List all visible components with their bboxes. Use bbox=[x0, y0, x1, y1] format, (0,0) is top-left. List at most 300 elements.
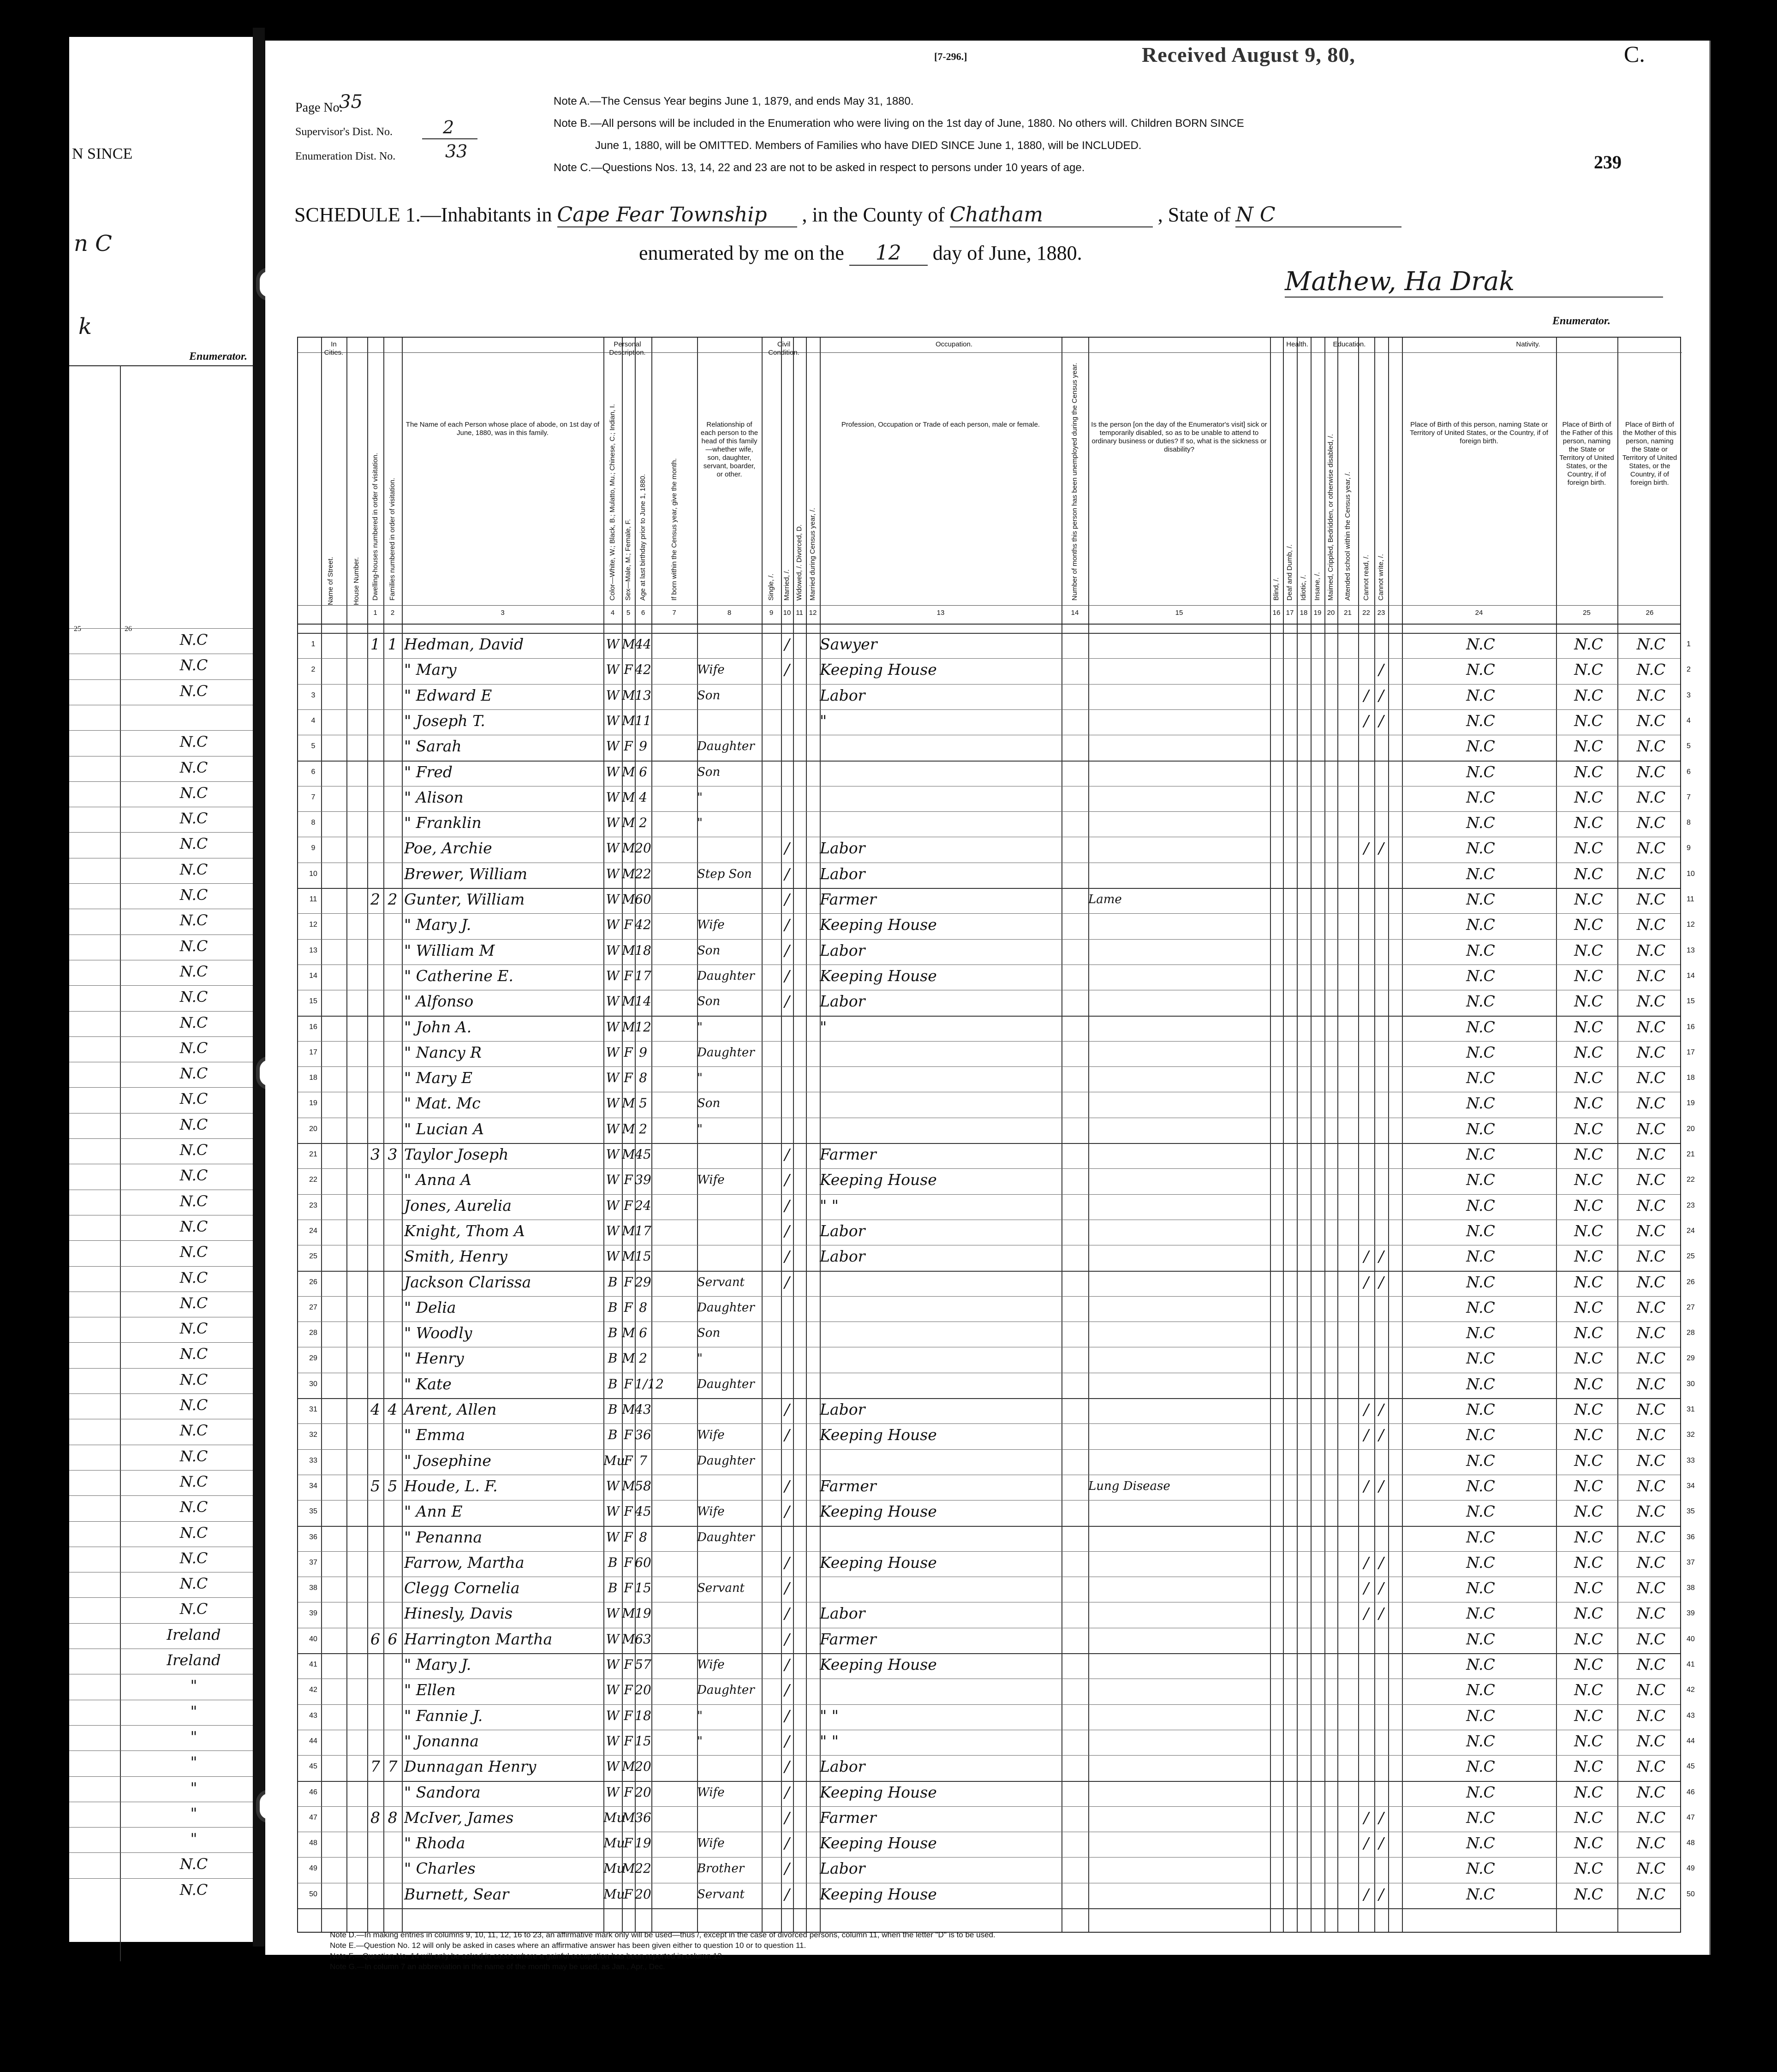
color: Mu bbox=[603, 1835, 625, 1851]
occupation: Labor bbox=[820, 941, 865, 959]
age: 9 bbox=[639, 738, 647, 754]
age: 36 bbox=[635, 1427, 651, 1443]
column-number-22: 22 bbox=[1362, 609, 1370, 617]
row-number: 42 bbox=[309, 1686, 317, 1694]
row-rule bbox=[69, 1725, 254, 1726]
previous-page-mother-birthplace: N.C bbox=[179, 1600, 208, 1618]
mother-birthplace: N.C bbox=[1636, 1069, 1666, 1087]
note-e: Note E.—Question No. 12 will only be asked in cases where an affirmative answer has been given either to question 10 or to question 11. bbox=[330, 1941, 806, 1950]
previous-page-mother-birthplace: N.C bbox=[179, 1345, 208, 1363]
row-number: 14 bbox=[309, 971, 317, 980]
row-number: 1 bbox=[311, 640, 316, 648]
column-rule bbox=[1556, 338, 1557, 1932]
age: 12 bbox=[635, 1019, 651, 1035]
column-header-20: Maimed, Crippled, Bedridden, or otherwise disabled, /. bbox=[1327, 434, 1335, 601]
mother-birthplace: N.C bbox=[1636, 711, 1666, 730]
person-name: Gunter, William bbox=[404, 890, 525, 908]
group-personal-description: Personal Description. bbox=[609, 340, 646, 357]
column-number-4: 4 bbox=[610, 609, 615, 617]
birthplace: N.C bbox=[1466, 1783, 1495, 1801]
row-number-right: 35 bbox=[1687, 1507, 1695, 1516]
column-number-18: 18 bbox=[1300, 609, 1308, 617]
occupation: Labor bbox=[820, 686, 865, 704]
color: W bbox=[606, 1529, 620, 1545]
person-name: " Woodly bbox=[404, 1324, 472, 1342]
father-birthplace: N.C bbox=[1574, 1655, 1603, 1673]
age: 36 bbox=[635, 1810, 651, 1825]
father-birthplace: N.C bbox=[1574, 788, 1603, 806]
occupation: Sawyer bbox=[820, 635, 877, 653]
color: B bbox=[608, 1427, 618, 1443]
birthplace: N.C bbox=[1466, 737, 1495, 756]
row-number-right: 6 bbox=[1687, 768, 1691, 776]
color: W bbox=[606, 764, 620, 780]
header-rule bbox=[298, 624, 1680, 625]
previous-page-mother-birthplace: " bbox=[190, 1677, 197, 1695]
mother-birthplace: N.C bbox=[1636, 1375, 1666, 1393]
relationship: " bbox=[697, 1020, 703, 1034]
occupation: " " bbox=[820, 1706, 839, 1725]
relationship: Servant bbox=[697, 1581, 745, 1596]
sex: M bbox=[622, 892, 635, 907]
underline bbox=[422, 138, 477, 139]
sex: F bbox=[624, 1376, 633, 1392]
age: 5 bbox=[639, 1096, 647, 1111]
relationship: Daughter bbox=[697, 969, 755, 983]
previous-page-mother-birthplace: N.C bbox=[179, 1167, 208, 1185]
married-mark: / bbox=[784, 1681, 790, 1699]
father-birthplace: N.C bbox=[1574, 1834, 1603, 1852]
married-mark: / bbox=[784, 1706, 790, 1725]
age: 14 bbox=[635, 994, 651, 1009]
row-rule bbox=[298, 1908, 1680, 1909]
mother-birthplace: N.C bbox=[1636, 1553, 1666, 1572]
age: 20 bbox=[635, 1759, 651, 1774]
row-rule bbox=[69, 1393, 254, 1394]
occupation: Keeping House bbox=[820, 1426, 937, 1444]
column-header-7: If born within the Census year, give the month. bbox=[670, 458, 678, 601]
age: 17 bbox=[635, 968, 651, 983]
row-number-right: 1 bbox=[1687, 640, 1691, 648]
person-name: " Ann E bbox=[404, 1502, 463, 1521]
column-rule bbox=[1311, 338, 1312, 1932]
column-header-9: Single, /. bbox=[767, 573, 775, 601]
person-name: " Jonanna bbox=[404, 1732, 479, 1750]
column-number-3: 3 bbox=[501, 609, 505, 617]
mother-birthplace: N.C bbox=[1636, 1859, 1666, 1878]
color: Mu bbox=[603, 1810, 625, 1825]
birthplace: N.C bbox=[1466, 1477, 1495, 1495]
previous-page-mother-birthplace: N.C bbox=[179, 1217, 208, 1235]
age: 60 bbox=[635, 892, 651, 907]
birthplace: N.C bbox=[1466, 1196, 1495, 1215]
dwelling-number: 2 bbox=[370, 890, 380, 908]
group-nativity: Nativity. bbox=[1516, 340, 1540, 348]
color: W bbox=[606, 1096, 620, 1111]
previous-page-mother-birthplace: N.C bbox=[179, 733, 208, 751]
cannot-write-mark: / bbox=[1378, 1579, 1384, 1597]
left-page-table-border bbox=[69, 365, 254, 366]
relationship: Wife bbox=[697, 1173, 725, 1187]
person-name: " Sandora bbox=[404, 1783, 481, 1801]
occupation: Labor bbox=[820, 864, 865, 883]
birthplace: N.C bbox=[1466, 1018, 1495, 1036]
occupation: Farmer bbox=[820, 1808, 877, 1827]
cannot-read-mark: / bbox=[1363, 686, 1369, 704]
column-rule bbox=[1088, 338, 1089, 1932]
sex: M bbox=[622, 1147, 635, 1162]
father-birthplace: N.C bbox=[1574, 737, 1603, 756]
married-mark: / bbox=[784, 966, 790, 985]
mother-birthplace: N.C bbox=[1636, 788, 1666, 806]
sex: F bbox=[624, 917, 633, 933]
relationship: Daughter bbox=[697, 1453, 755, 1468]
married-mark: / bbox=[784, 1808, 790, 1827]
person-name: " Joseph T. bbox=[404, 711, 485, 730]
cannot-write-mark: / bbox=[1378, 1553, 1384, 1572]
person-name: " Fred bbox=[404, 762, 453, 781]
age: 22 bbox=[635, 1861, 651, 1876]
relationship: Daughter bbox=[697, 1300, 755, 1315]
mother-birthplace: N.C bbox=[1636, 1018, 1666, 1036]
family-number: 4 bbox=[388, 1400, 398, 1418]
row-number-right: 44 bbox=[1687, 1737, 1695, 1745]
sex: F bbox=[624, 1453, 633, 1468]
column-rule bbox=[1388, 338, 1389, 1932]
married-mark: / bbox=[784, 1757, 790, 1776]
street-name-header: Name of Street. bbox=[327, 556, 334, 605]
age: 13 bbox=[635, 687, 651, 703]
person-name: " Sarah bbox=[404, 737, 462, 756]
previous-page-mother-birthplace: N.C bbox=[179, 1855, 208, 1873]
married-mark: / bbox=[784, 1426, 790, 1444]
previous-page-mother-birthplace: N.C bbox=[179, 1115, 208, 1133]
mother-birthplace: N.C bbox=[1636, 1630, 1666, 1648]
form-code: [7-296.] bbox=[934, 51, 967, 62]
group-band-rule bbox=[298, 352, 1682, 353]
row-number: 28 bbox=[309, 1329, 317, 1337]
row-number: 15 bbox=[309, 997, 317, 1006]
previous-page-mother-birthplace: N.C bbox=[179, 911, 208, 929]
married-mark: / bbox=[784, 1502, 790, 1521]
cannot-write-mark: / bbox=[1378, 1273, 1384, 1291]
row-number: 17 bbox=[309, 1048, 317, 1056]
father-birthplace: N.C bbox=[1574, 661, 1603, 679]
married-mark: / bbox=[784, 1859, 790, 1878]
row-number: 4 bbox=[311, 716, 316, 725]
column-number-10: 10 bbox=[783, 609, 791, 617]
row-rule bbox=[69, 832, 254, 833]
father-birthplace: N.C bbox=[1574, 686, 1603, 704]
column-rule bbox=[1297, 338, 1298, 1932]
mother-birthplace: N.C bbox=[1636, 1221, 1666, 1240]
row-number-right: 41 bbox=[1687, 1661, 1695, 1668]
previous-page-mother-birthplace: N.C bbox=[179, 1370, 208, 1388]
mother-birthplace: N.C bbox=[1636, 992, 1666, 1011]
column-number-rule bbox=[298, 605, 1680, 606]
row-number-right: 14 bbox=[1687, 971, 1695, 980]
color: W bbox=[606, 1682, 620, 1698]
column-number-7: 7 bbox=[672, 609, 676, 617]
sex: M bbox=[622, 1861, 635, 1876]
group-occupation: Occupation. bbox=[935, 340, 973, 348]
married-mark: / bbox=[784, 890, 790, 908]
mother-birthplace: N.C bbox=[1636, 1528, 1666, 1546]
married-mark: / bbox=[784, 1732, 790, 1750]
row-number: 36 bbox=[309, 1533, 317, 1541]
married-mark: / bbox=[784, 1783, 790, 1801]
row-number: 34 bbox=[309, 1482, 317, 1490]
father-birthplace: N.C bbox=[1574, 1681, 1603, 1699]
column-number-17: 17 bbox=[1286, 609, 1294, 617]
row-number: 23 bbox=[309, 1201, 317, 1209]
row-number: 35 bbox=[309, 1507, 317, 1516]
cannot-read-mark: / bbox=[1363, 1834, 1369, 1852]
supervisor-dist-value: 2 bbox=[443, 117, 454, 137]
color: W bbox=[606, 1172, 620, 1188]
column-number-24: 24 bbox=[1475, 609, 1483, 617]
previous-page-mother-birthplace: N.C bbox=[179, 1320, 208, 1338]
birthplace: N.C bbox=[1466, 1834, 1495, 1852]
column-header-24: Place of Birth of this person, naming State or Territory of United States, or the Country, if of foreign birth. bbox=[1410, 421, 1548, 445]
age: 24 bbox=[635, 1197, 651, 1213]
occupation: Farmer bbox=[820, 1145, 877, 1163]
person-name: Smith, Henry bbox=[404, 1247, 507, 1266]
father-birthplace: N.C bbox=[1574, 1349, 1603, 1368]
row-number-right: 4 bbox=[1687, 716, 1691, 725]
mother-birthplace: N.C bbox=[1636, 737, 1666, 756]
relationship: Son bbox=[697, 943, 721, 958]
row-rule bbox=[69, 628, 254, 629]
birthplace: N.C bbox=[1466, 1451, 1495, 1470]
sex: M bbox=[622, 1631, 635, 1647]
relationship: Daughter bbox=[697, 1530, 755, 1544]
previous-page-mother-birthplace: N.C bbox=[179, 1575, 208, 1593]
sickness: Lame bbox=[1088, 893, 1122, 906]
father-birthplace: N.C bbox=[1574, 1375, 1603, 1393]
birthplace: N.C bbox=[1466, 1171, 1495, 1189]
census-page bbox=[265, 41, 1711, 1971]
father-birthplace: N.C bbox=[1574, 1808, 1603, 1827]
married-mark: / bbox=[784, 1171, 790, 1189]
age: 8 bbox=[639, 1299, 647, 1315]
color: W bbox=[606, 866, 620, 881]
color: W bbox=[606, 1784, 620, 1800]
column-rule bbox=[383, 338, 384, 1932]
color: W bbox=[606, 789, 620, 805]
cannot-write-mark: / bbox=[1378, 1604, 1384, 1623]
county-value: Chatham bbox=[950, 203, 1153, 227]
column-header-5: Sex—Male, M.; Female, F. bbox=[624, 519, 632, 601]
birthplace: N.C bbox=[1466, 864, 1495, 883]
cannot-read-mark: / bbox=[1363, 1247, 1369, 1266]
row-rule bbox=[69, 679, 254, 680]
occupation: Labor bbox=[820, 1221, 865, 1240]
sex: F bbox=[624, 1172, 633, 1188]
occupation: " " bbox=[820, 1732, 839, 1750]
mother-birthplace: N.C bbox=[1636, 890, 1666, 908]
person-name: " William M bbox=[404, 941, 495, 959]
row-number: 11 bbox=[309, 895, 317, 903]
color: W bbox=[606, 1044, 620, 1060]
previous-page-mother-birthplace: N.C bbox=[179, 835, 208, 853]
previous-page-mother-birthplace: N.C bbox=[179, 1268, 208, 1286]
color: W bbox=[606, 892, 620, 907]
married-mark: / bbox=[784, 1604, 790, 1623]
sex: M bbox=[622, 840, 635, 856]
married-mark: / bbox=[784, 1247, 790, 1266]
relationship: Servant bbox=[697, 1275, 745, 1289]
row-number: 44 bbox=[309, 1737, 317, 1745]
enumerator-label: Enumerator. bbox=[1552, 315, 1611, 327]
header-notes bbox=[554, 90, 1244, 179]
row-number: 20 bbox=[309, 1125, 317, 1133]
previous-page-mother-birthplace: N.C bbox=[179, 1549, 208, 1567]
person-name: Burnett, Sear bbox=[404, 1885, 509, 1903]
sex: F bbox=[624, 1044, 633, 1060]
color: B bbox=[608, 1402, 618, 1417]
father-birthplace: N.C bbox=[1574, 1783, 1603, 1801]
column-rule bbox=[1324, 338, 1325, 1932]
cannot-read-mark: / bbox=[1363, 1808, 1369, 1827]
row-number-right: 33 bbox=[1687, 1456, 1695, 1465]
relationship: Step Son bbox=[697, 867, 752, 881]
left-page-state: n C bbox=[74, 231, 112, 256]
color: W bbox=[606, 815, 620, 831]
person-name: " Penanna bbox=[404, 1528, 483, 1546]
person-name: " Delia bbox=[404, 1298, 456, 1316]
age: 57 bbox=[635, 1657, 651, 1672]
age: 2 bbox=[639, 815, 647, 831]
row-number-right: 49 bbox=[1687, 1864, 1695, 1873]
person-name: McIver, James bbox=[404, 1808, 514, 1827]
row-number: 48 bbox=[309, 1839, 317, 1847]
previous-page-mother-birthplace: N.C bbox=[179, 1243, 208, 1261]
column-number-19: 19 bbox=[1313, 609, 1322, 617]
row-number-right: 9 bbox=[1687, 844, 1691, 852]
color: Mu bbox=[603, 1861, 625, 1876]
sickness: Lung Disease bbox=[1088, 1479, 1170, 1493]
person-name: " Rhoda bbox=[404, 1834, 465, 1852]
father-birthplace: N.C bbox=[1574, 1247, 1603, 1266]
person-name: " Mat. Mc bbox=[404, 1094, 481, 1113]
person-name: Harrington Martha bbox=[404, 1630, 553, 1648]
color: W bbox=[606, 1606, 620, 1621]
color: B bbox=[608, 1376, 618, 1392]
column-header-26: Place of Birth of the Mother of this person, naming the State or Territory of United States, or the Country, if of foreign birth. bbox=[1622, 421, 1677, 487]
column-rule bbox=[793, 338, 794, 1932]
row-rule bbox=[69, 985, 254, 986]
birthplace: N.C bbox=[1466, 1757, 1495, 1776]
father-birthplace: N.C bbox=[1574, 814, 1603, 832]
left-page-enumerator-label: Enumerator. bbox=[189, 351, 248, 363]
father-birthplace: N.C bbox=[1574, 1119, 1603, 1138]
father-birthplace: N.C bbox=[1574, 635, 1603, 653]
birthplace: N.C bbox=[1466, 1094, 1495, 1113]
mother-birthplace: N.C bbox=[1636, 1706, 1666, 1725]
married-mark: / bbox=[784, 1196, 790, 1215]
column-rule bbox=[1270, 338, 1271, 1932]
married-mark: / bbox=[784, 1273, 790, 1291]
color: W bbox=[606, 1197, 620, 1213]
relationship: Wife bbox=[697, 1428, 725, 1442]
cannot-read-mark: / bbox=[1363, 1553, 1369, 1572]
row-number-right: 22 bbox=[1687, 1176, 1695, 1184]
person-name: " Alfonso bbox=[404, 992, 474, 1011]
occupation: Labor bbox=[820, 1247, 865, 1266]
previous-page-mother-birthplace: " bbox=[190, 1753, 197, 1771]
birthplace: N.C bbox=[1466, 1221, 1495, 1240]
mother-birthplace: N.C bbox=[1636, 1171, 1666, 1189]
mother-birthplace: N.C bbox=[1636, 1043, 1666, 1061]
group-civil-condition: Civil Condition. bbox=[768, 340, 799, 357]
age: 20 bbox=[635, 1682, 651, 1698]
birthplace: N.C bbox=[1466, 788, 1495, 806]
row-number: 5 bbox=[311, 742, 316, 750]
person-name: Houde, L. F. bbox=[404, 1477, 498, 1495]
mother-birthplace: N.C bbox=[1636, 1119, 1666, 1138]
row-rule bbox=[69, 1878, 254, 1879]
row-number: 16 bbox=[309, 1023, 317, 1031]
previous-page-mother-birthplace: N.C bbox=[179, 1881, 208, 1899]
enumeration-dist-value: 33 bbox=[445, 141, 468, 161]
person-name: Hedman, David bbox=[404, 635, 524, 653]
relationship: Wife bbox=[697, 1658, 725, 1672]
birthplace: N.C bbox=[1466, 1119, 1495, 1138]
column-header-13: Profession, Occupation or Trade of each person, male or female. bbox=[841, 421, 1040, 429]
relationship: Son bbox=[697, 1096, 721, 1111]
father-birthplace: N.C bbox=[1574, 1502, 1603, 1521]
occupation: Keeping House bbox=[820, 1655, 937, 1673]
mother-birthplace: N.C bbox=[1636, 1451, 1666, 1470]
county-label: , in the County of bbox=[802, 203, 945, 226]
row-number-right: 32 bbox=[1687, 1431, 1695, 1439]
column-number-25: 25 bbox=[1583, 609, 1591, 617]
row-number-right: 16 bbox=[1687, 1023, 1695, 1031]
father-birthplace: N.C bbox=[1574, 711, 1603, 730]
left-col-25: 25 bbox=[74, 625, 81, 633]
mother-birthplace: N.C bbox=[1636, 661, 1666, 679]
relationship: Wife bbox=[697, 1785, 725, 1799]
row-number-right: 18 bbox=[1687, 1074, 1695, 1082]
row-number-right: 26 bbox=[1687, 1278, 1695, 1286]
birthplace: N.C bbox=[1466, 635, 1495, 653]
page-no-value: 35 bbox=[339, 91, 363, 113]
row-rule bbox=[69, 1342, 254, 1343]
column-header-14: Number of months this person has been unemployed during the Census year. bbox=[1071, 363, 1079, 601]
person-name: Dunnagan Henry bbox=[404, 1757, 537, 1776]
sex: M bbox=[622, 1019, 635, 1035]
previous-page-mother-birthplace: N.C bbox=[179, 937, 208, 955]
birthplace: N.C bbox=[1466, 839, 1495, 857]
relationship: " bbox=[697, 1122, 703, 1136]
previous-page-mother-birthplace: N.C bbox=[179, 1472, 208, 1490]
father-birthplace: N.C bbox=[1574, 1604, 1603, 1623]
previous-page-mother-birthplace: N.C bbox=[179, 1422, 208, 1440]
relationship: " bbox=[697, 816, 703, 830]
row-number-right: 40 bbox=[1687, 1635, 1695, 1643]
age: 2 bbox=[639, 1351, 647, 1366]
cannot-read-mark: / bbox=[1363, 1426, 1369, 1444]
sex: F bbox=[624, 1580, 633, 1596]
father-birthplace: N.C bbox=[1574, 1630, 1603, 1648]
row-rule bbox=[69, 1087, 254, 1088]
previous-page-mother-birthplace: N.C bbox=[179, 656, 208, 674]
left-page-header-fragment: N SINCE bbox=[72, 145, 133, 162]
column-rule bbox=[1402, 338, 1403, 1932]
married-mark: / bbox=[784, 1145, 790, 1163]
column-header-22: Cannot read, /. bbox=[1362, 554, 1370, 601]
